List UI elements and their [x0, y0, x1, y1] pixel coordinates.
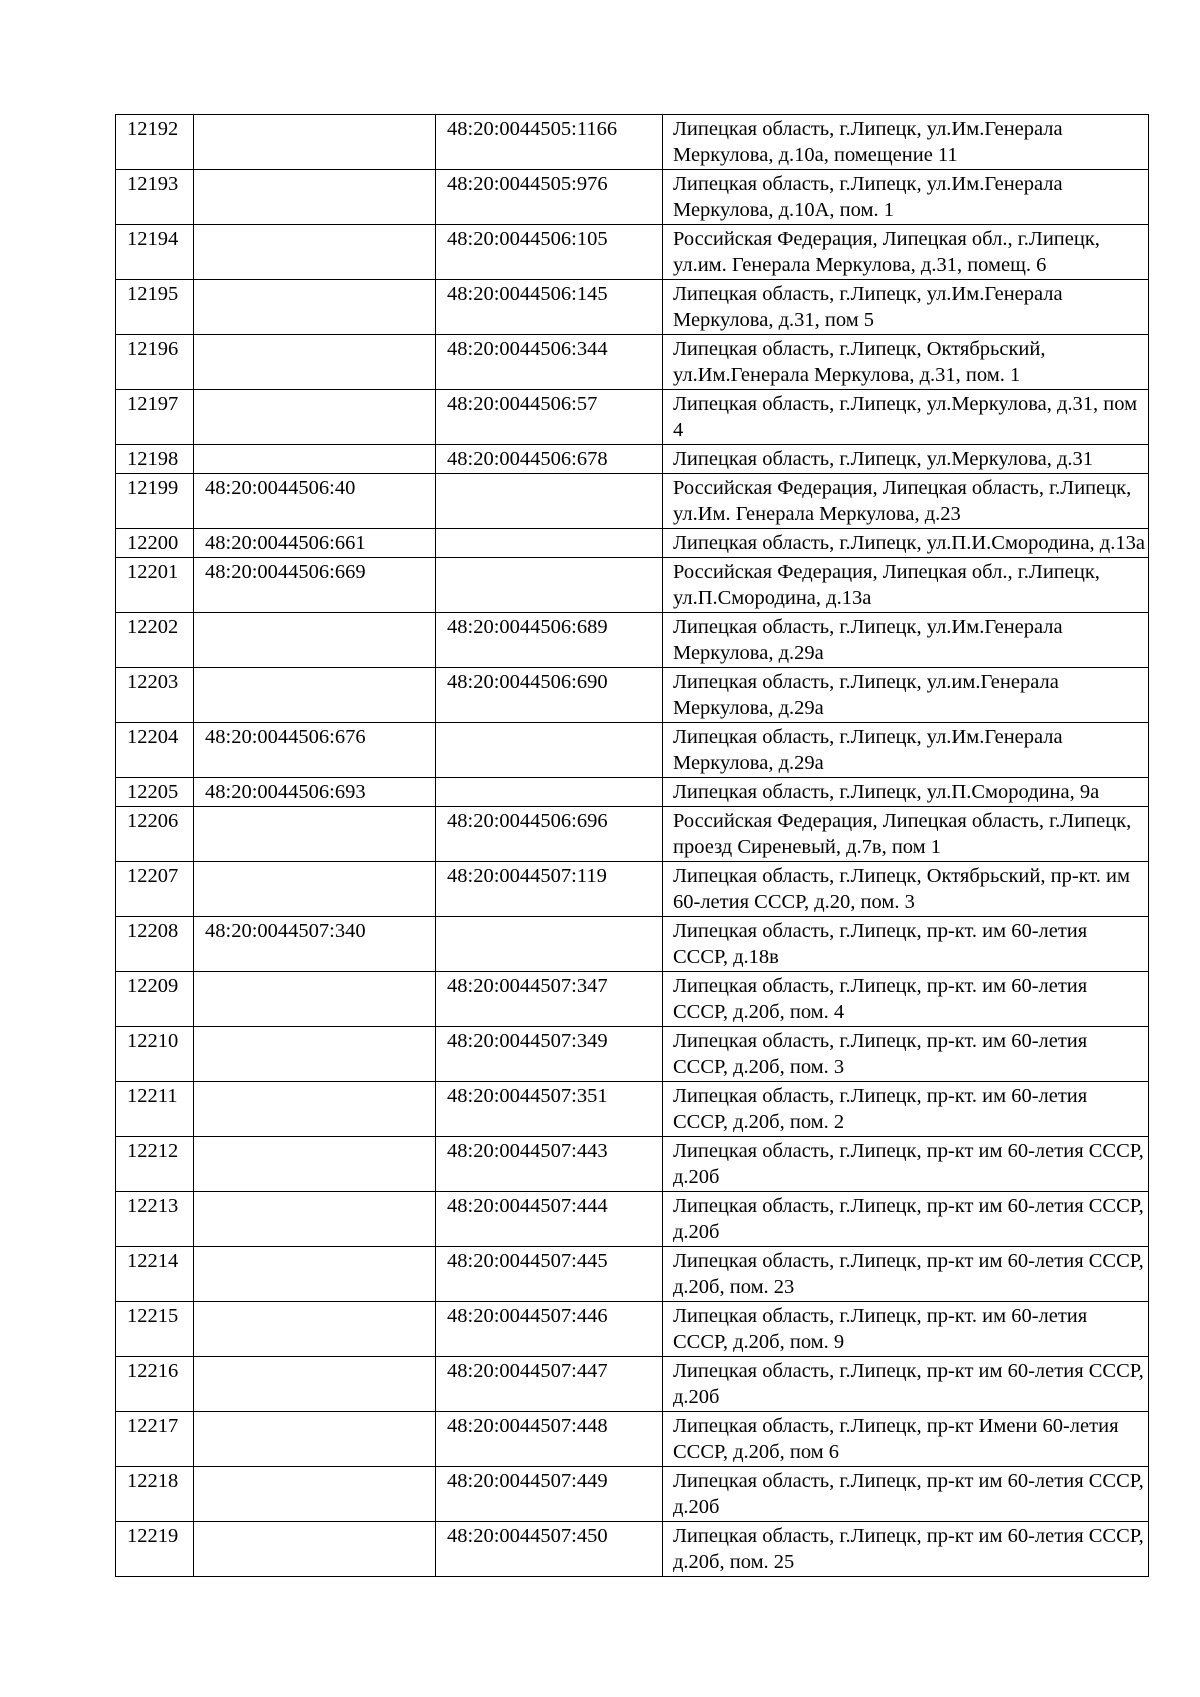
- land-cadastral-number-cell: [194, 1467, 436, 1522]
- row-number-cell: 12201: [116, 558, 194, 613]
- address-cell: Липецкая область, г.Липецк, пр-кт. им 60-летия СССР, д.20б, пом. 4: [663, 972, 1149, 1027]
- address-cell: Липецкая область, г.Липецк, Октябрьский, пр-кт. им 60-летия СССР, д.20, пом. 3: [663, 862, 1149, 917]
- row-number-cell: 12198: [116, 445, 194, 474]
- row-number-cell: 12210: [116, 1027, 194, 1082]
- row-number-cell: 12193: [116, 170, 194, 225]
- row-number-cell: 12211: [116, 1082, 194, 1137]
- table-row: [116, 668, 1149, 723]
- table-row: [116, 1467, 1149, 1522]
- table-row: [116, 390, 1149, 445]
- land-cadastral-number-cell: [194, 115, 436, 170]
- land-cadastral-number-cell: [194, 1192, 436, 1247]
- address-cell: Липецкая область, г.Липецк, пр-кт им 60-летия СССР, д.20б: [663, 1467, 1149, 1522]
- address-cell: Липецкая область, г.Липецк, пр-кт Имени 60-летия СССР, д.20б, пом 6: [663, 1412, 1149, 1467]
- row-number-cell: 12206: [116, 807, 194, 862]
- object-cadastral-number-cell: 48:20:0044507:444: [436, 1192, 663, 1247]
- row-number-cell: 12219: [116, 1522, 194, 1577]
- land-cadastral-number-cell: [194, 807, 436, 862]
- address-cell: Российская Федерация, Липецкая обл., г.Липецк, ул.им. Генерала Меркулова, д.31, помещ. 6: [663, 225, 1149, 280]
- object-cadastral-number-cell: 48:20:0044507:349: [436, 1027, 663, 1082]
- object-cadastral-number-cell: 48:20:0044507:443: [436, 1137, 663, 1192]
- row-number-cell: 12194: [116, 225, 194, 280]
- row-number-cell: 12197: [116, 390, 194, 445]
- land-cadastral-number-cell: [194, 280, 436, 335]
- object-cadastral-number-cell: 48:20:0044506:678: [436, 445, 663, 474]
- address-cell: Липецкая область, г.Липецк, пр-кт им 60-летия СССР, д.20б: [663, 1357, 1149, 1412]
- table-row: [116, 225, 1149, 280]
- table-row: [116, 529, 1149, 558]
- object-cadastral-number-cell: 48:20:0044507:119: [436, 862, 663, 917]
- address-cell: Липецкая область, г.Липецк, пр-кт им 60-летия СССР, д.20б, пом. 23: [663, 1247, 1149, 1302]
- land-cadastral-number-cell: [194, 1412, 436, 1467]
- land-cadastral-number-cell: [194, 1357, 436, 1412]
- address-cell: Липецкая область, г.Липецк, пр-кт им 60-летия СССР, д.20б, пом. 25: [663, 1522, 1149, 1577]
- table-row: [116, 1302, 1149, 1357]
- object-cadastral-number-cell: 48:20:0044507:448: [436, 1412, 663, 1467]
- address-cell: Российская Федерация, Липецкая обл., г.Липецк, ул.П.Смородина, д.13а: [663, 558, 1149, 613]
- object-cadastral-number-cell: [436, 723, 663, 778]
- table-row: [116, 1027, 1149, 1082]
- address-cell: Липецкая область, г.Липецк, Октябрьский, ул.Им.Генерала Меркулова, д.31, пом. 1: [663, 335, 1149, 390]
- object-cadastral-number-cell: 48:20:0044506:344: [436, 335, 663, 390]
- table-row: [116, 1192, 1149, 1247]
- object-cadastral-number-cell: [436, 917, 663, 972]
- object-cadastral-number-cell: 48:20:0044506:689: [436, 613, 663, 668]
- address-cell: Липецкая область, г.Липецк, пр-кт им 60-летия СССР, д.20б: [663, 1192, 1149, 1247]
- table-row: [116, 1082, 1149, 1137]
- land-cadastral-number-cell: [194, 1137, 436, 1192]
- object-cadastral-number-cell: [436, 529, 663, 558]
- row-number-cell: 12203: [116, 668, 194, 723]
- table-row: [116, 778, 1149, 807]
- table-row: [116, 445, 1149, 474]
- object-cadastral-number-cell: 48:20:0044505:1166: [436, 115, 663, 170]
- table-row: [116, 170, 1149, 225]
- land-cadastral-number-cell: [194, 862, 436, 917]
- object-cadastral-number-cell: 48:20:0044506:145: [436, 280, 663, 335]
- object-cadastral-number-cell: [436, 558, 663, 613]
- land-cadastral-number-cell: [194, 1082, 436, 1137]
- address-cell: Липецкая область, г.Липецк, ул.П.И.Смородина, д.13а: [663, 529, 1149, 558]
- row-number-cell: 12200: [116, 529, 194, 558]
- land-cadastral-number-cell: 48:20:0044506:669: [194, 558, 436, 613]
- land-cadastral-number-cell: 48:20:0044506:40: [194, 474, 436, 529]
- table-row: [116, 972, 1149, 1027]
- address-cell: Липецкая область, г.Липецк, пр-кт. им 60-летия СССР, д.18в: [663, 917, 1149, 972]
- land-cadastral-number-cell: 48:20:0044506:661: [194, 529, 436, 558]
- object-cadastral-number-cell: 48:20:0044507:450: [436, 1522, 663, 1577]
- table-row: [116, 335, 1149, 390]
- table-row: [116, 807, 1149, 862]
- land-cadastral-number-cell: [194, 445, 436, 474]
- address-cell: Липецкая область, г.Липецк, ул.Им.Генерала Меркулова, д.31, пом 5: [663, 280, 1149, 335]
- row-number-cell: 12204: [116, 723, 194, 778]
- registry-table: [115, 114, 1149, 1577]
- row-number-cell: 12209: [116, 972, 194, 1027]
- table-row: [116, 1357, 1149, 1412]
- land-cadastral-number-cell: 48:20:0044506:676: [194, 723, 436, 778]
- table-row: [116, 723, 1149, 778]
- row-number-cell: 12207: [116, 862, 194, 917]
- land-cadastral-number-cell: [194, 668, 436, 723]
- object-cadastral-number-cell: 48:20:0044506:696: [436, 807, 663, 862]
- table-row: [116, 280, 1149, 335]
- object-cadastral-number-cell: [436, 778, 663, 807]
- table-row: [116, 917, 1149, 972]
- row-number-cell: 12218: [116, 1467, 194, 1522]
- address-cell: Липецкая область, г.Липецк, ул.Им.Генерала Меркулова, д.10А, пом. 1: [663, 170, 1149, 225]
- land-cadastral-number-cell: [194, 225, 436, 280]
- address-cell: Липецкая область, г.Липецк, ул.им.Генерала Меркулова, д.29а: [663, 668, 1149, 723]
- table-row: [116, 558, 1149, 613]
- land-cadastral-number-cell: [194, 1302, 436, 1357]
- address-cell: Липецкая область, г.Липецк, ул.Меркулова, д.31, пом 4: [663, 390, 1149, 445]
- row-number-cell: 12216: [116, 1357, 194, 1412]
- object-cadastral-number-cell: 48:20:0044505:976: [436, 170, 663, 225]
- address-cell: Липецкая область, г.Липецк, ул.Меркулова, д.31: [663, 445, 1149, 474]
- address-cell: Липецкая область, г.Липецк, пр-кт им 60-летия СССР, д.20б: [663, 1137, 1149, 1192]
- object-cadastral-number-cell: 48:20:0044507:347: [436, 972, 663, 1027]
- row-number-cell: 12192: [116, 115, 194, 170]
- row-number-cell: 12202: [116, 613, 194, 668]
- object-cadastral-number-cell: [436, 474, 663, 529]
- address-cell: Российская Федерация, Липецкая область, г.Липецк, ул.Им. Генерала Меркулова, д.23: [663, 474, 1149, 529]
- address-cell: Липецкая область, г.Липецк, ул.Им.Генерала Меркулова, д.29а: [663, 723, 1149, 778]
- address-cell: Липецкая область, г.Липецк, пр-кт. им 60-летия СССР, д.20б, пом. 2: [663, 1082, 1149, 1137]
- object-cadastral-number-cell: 48:20:0044507:351: [436, 1082, 663, 1137]
- address-cell: Липецкая область, г.Липецк, ул.П.Смородина, 9а: [663, 778, 1149, 807]
- land-cadastral-number-cell: [194, 1247, 436, 1302]
- land-cadastral-number-cell: 48:20:0044506:693: [194, 778, 436, 807]
- land-cadastral-number-cell: [194, 1522, 436, 1577]
- object-cadastral-number-cell: 48:20:0044507:449: [436, 1467, 663, 1522]
- row-number-cell: 12196: [116, 335, 194, 390]
- table-row: [116, 613, 1149, 668]
- table-row: [116, 115, 1149, 170]
- row-number-cell: 12215: [116, 1302, 194, 1357]
- row-number-cell: 12214: [116, 1247, 194, 1302]
- row-number-cell: 12208: [116, 917, 194, 972]
- object-cadastral-number-cell: 48:20:0044506:57: [436, 390, 663, 445]
- land-cadastral-number-cell: [194, 613, 436, 668]
- table-row: [116, 1137, 1149, 1192]
- table-row: [116, 862, 1149, 917]
- address-cell: Российская Федерация, Липецкая область, г.Липецк, проезд Сиреневый, д.7в, пом 1: [663, 807, 1149, 862]
- row-number-cell: 12213: [116, 1192, 194, 1247]
- land-cadastral-number-cell: [194, 972, 436, 1027]
- land-cadastral-number-cell: [194, 390, 436, 445]
- object-cadastral-number-cell: 48:20:0044506:690: [436, 668, 663, 723]
- land-cadastral-number-cell: [194, 335, 436, 390]
- address-cell: Липецкая область, г.Липецк, пр-кт. им 60-летия СССР, д.20б, пом. 9: [663, 1302, 1149, 1357]
- land-cadastral-number-cell: [194, 170, 436, 225]
- registry-table-body: [116, 115, 1149, 1577]
- object-cadastral-number-cell: 48:20:0044507:447: [436, 1357, 663, 1412]
- address-cell: Липецкая область, г.Липецк, пр-кт. им 60-летия СССР, д.20б, пом. 3: [663, 1027, 1149, 1082]
- address-cell: Липецкая область, г.Липецк, ул.Им.Генерала Меркулова, д.10а, помещение 11: [663, 115, 1149, 170]
- row-number-cell: 12205: [116, 778, 194, 807]
- row-number-cell: 12195: [116, 280, 194, 335]
- table-row: [116, 1522, 1149, 1577]
- object-cadastral-number-cell: 48:20:0044507:445: [436, 1247, 663, 1302]
- row-number-cell: 12199: [116, 474, 194, 529]
- row-number-cell: 12212: [116, 1137, 194, 1192]
- land-cadastral-number-cell: [194, 1027, 436, 1082]
- row-number-cell: 12217: [116, 1412, 194, 1467]
- table-row: [116, 474, 1149, 529]
- table-row: [116, 1247, 1149, 1302]
- object-cadastral-number-cell: 48:20:0044506:105: [436, 225, 663, 280]
- land-cadastral-number-cell: 48:20:0044507:340: [194, 917, 436, 972]
- address-cell: Липецкая область, г.Липецк, ул.Им.Генерала Меркулова, д.29а: [663, 613, 1149, 668]
- table-row: [116, 1412, 1149, 1467]
- object-cadastral-number-cell: 48:20:0044507:446: [436, 1302, 663, 1357]
